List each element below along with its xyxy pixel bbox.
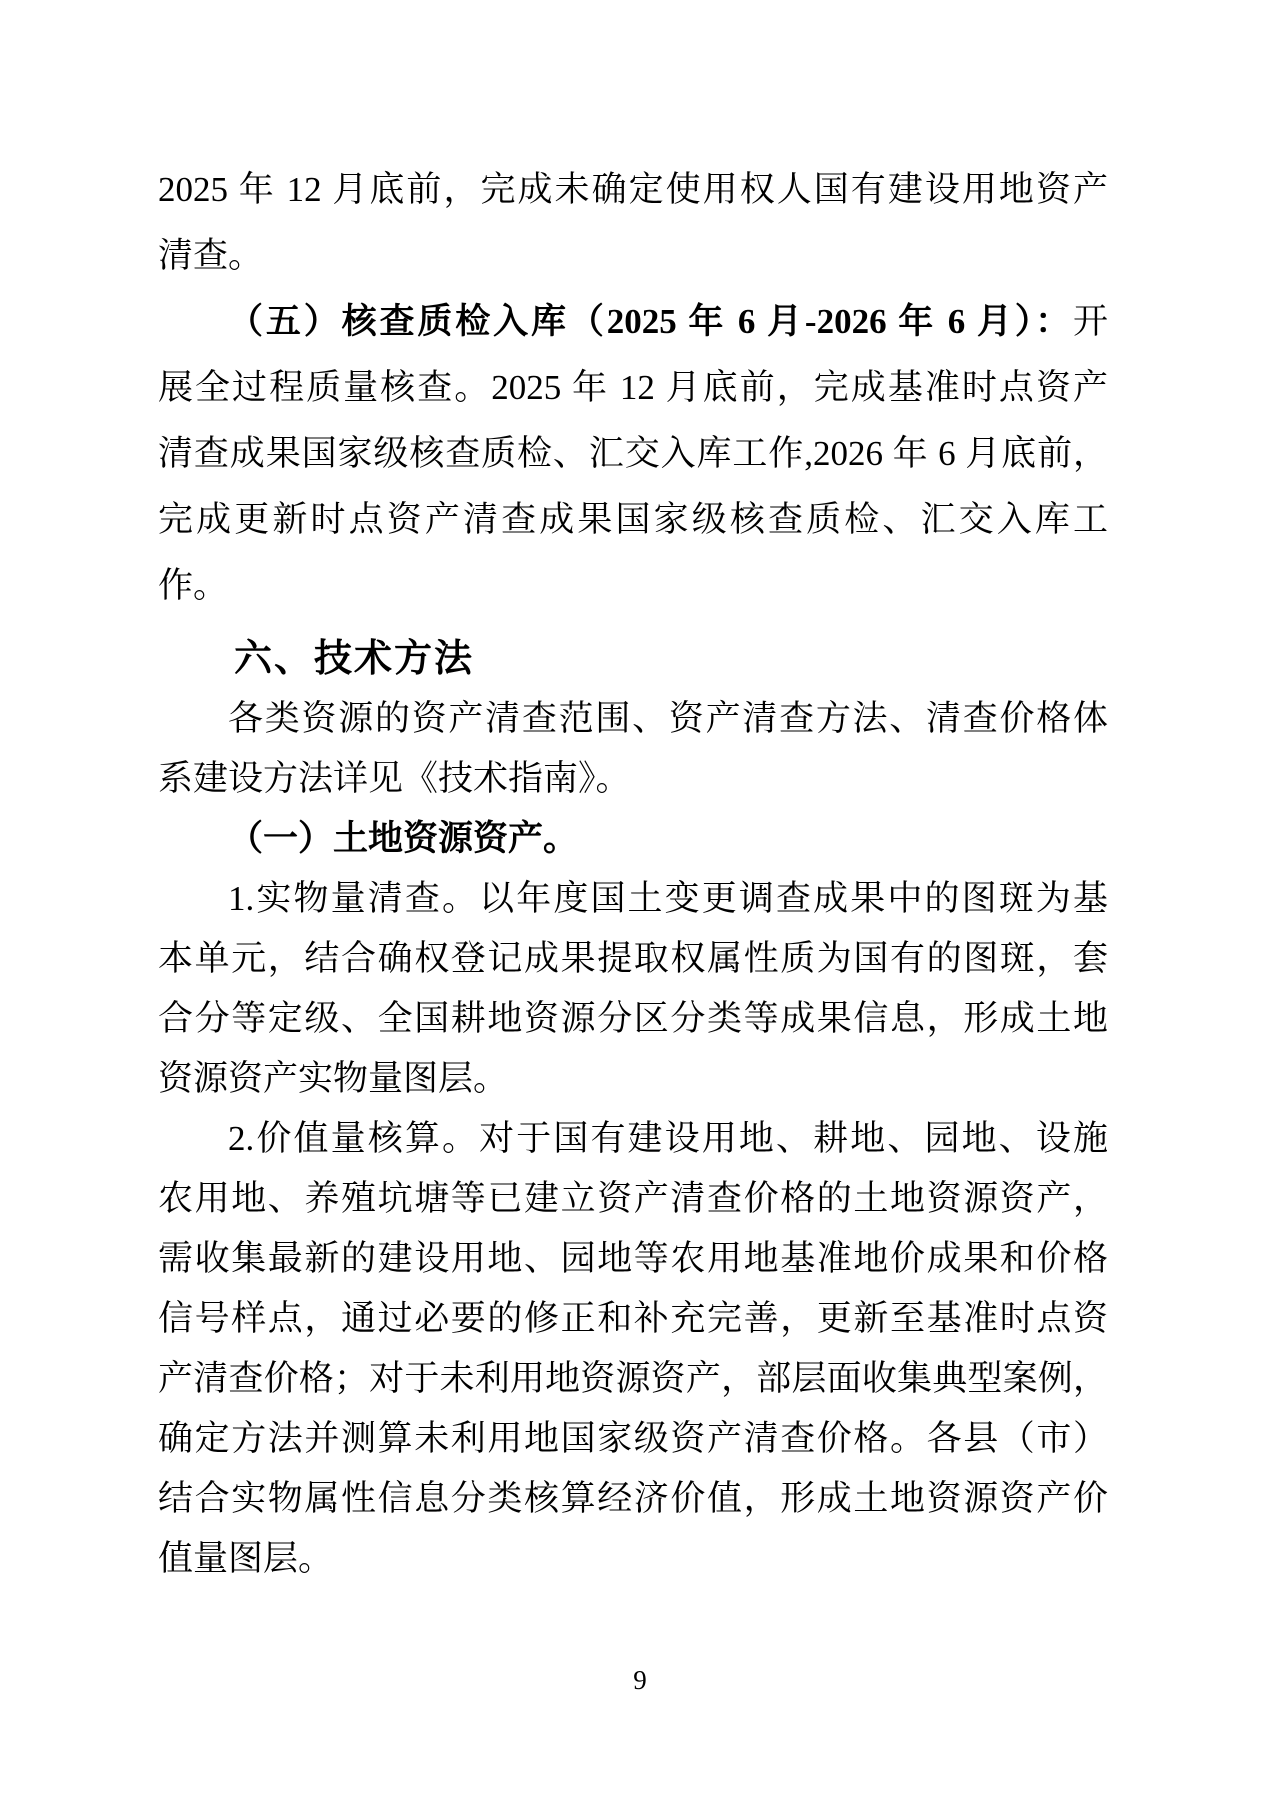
text-line: [158, 157, 1108, 223]
page-number: 9: [633, 1665, 647, 1695]
text-line: [158, 929, 1108, 989]
text-segment: 值量图层。: [158, 1539, 334, 1578]
text-segment: 合分等定级、全国耕地资源分区分类等成果信息，形成土地: [158, 999, 1108, 1038]
text-line: [158, 553, 1108, 619]
text-segment: 产清查价格；对于未利用地资源资产，部层面收集典型案例，: [158, 1359, 1108, 1398]
text-line: [158, 689, 1108, 749]
text-line: [158, 1469, 1108, 1529]
text-line: [158, 1349, 1108, 1409]
text-segment: 展全过程质量核查。2025 年 12 月底前，完成基准时点资产: [158, 368, 1108, 407]
text-line: [158, 1529, 1108, 1589]
text-segment: 本单元，结合确权登记成果提取权属性质为国有的图斑，套: [158, 939, 1108, 978]
text-segment: 2.价值量核算。对于国有建设用地、耕地、园地、设施: [228, 1119, 1108, 1158]
text-line: [158, 1049, 1108, 1109]
text-segment: 信号样点，通过必要的修正和补充完善，更新至基准时点资: [158, 1299, 1108, 1338]
text-line: [158, 1169, 1108, 1229]
text-line: [158, 1409, 1108, 1469]
text-line: [158, 355, 1108, 421]
text-segment: 确定方法并测算未利用地国家级资产清查价格。各县（市）: [158, 1419, 1108, 1458]
text-segment: 各类资源的资产清查范围、资产清查方法、清查价格体: [228, 699, 1108, 738]
section-heading: [158, 629, 1108, 689]
text-line: [158, 869, 1108, 929]
text-segment: 农用地、养殖坑塘等已建立资产清查价格的土地资源资产，: [158, 1179, 1108, 1218]
text-line: [158, 223, 1108, 289]
bold-text-segment: 六、技术方法: [234, 638, 475, 680]
text-segment: 清查。: [158, 236, 264, 275]
text-segment: 资源资产实物量图层。: [158, 1059, 509, 1098]
text-segment: 2025 年 12 月底前，完成未确定使用权人国有建设用地资产: [158, 170, 1108, 209]
text-segment: 完成更新时点资产清查成果国家级核查质检、汇交入库工: [158, 500, 1108, 539]
text-segment: 结合实物属性信息分类核算经济价值，形成土地资源资产价: [158, 1479, 1108, 1518]
text-segment: 清查成果国家级核查质检、汇交入库工作,2026 年 6 月底前，: [158, 434, 1108, 473]
bold-text-segment: （一）土地资源资产。: [228, 819, 579, 858]
text-line: [158, 809, 1108, 869]
text-line: [158, 989, 1108, 1049]
text-segment: 1.实物量清查。以年度国土变更调查成果中的图斑为基: [228, 879, 1108, 918]
text-segment: 需收集最新的建设用地、园地等农用地基准地价成果和价格: [158, 1239, 1108, 1278]
text-segment: 作。: [158, 566, 229, 605]
text-line: [158, 1229, 1108, 1289]
document-body: [158, 157, 1108, 1589]
text-line: [158, 1109, 1108, 1169]
text-segment: 系建设方法详见《技术指南》。: [158, 759, 631, 798]
text-line: [158, 1289, 1108, 1349]
bold-text-segment: （五）核查质检入库（2025 年 6 月-2026 年 6 月）：: [228, 302, 1073, 341]
text-line: [158, 421, 1108, 487]
text-line: [158, 749, 1108, 809]
text-line: [158, 487, 1108, 553]
text-line: [158, 289, 1108, 355]
text-segment: 开: [1072, 302, 1108, 341]
